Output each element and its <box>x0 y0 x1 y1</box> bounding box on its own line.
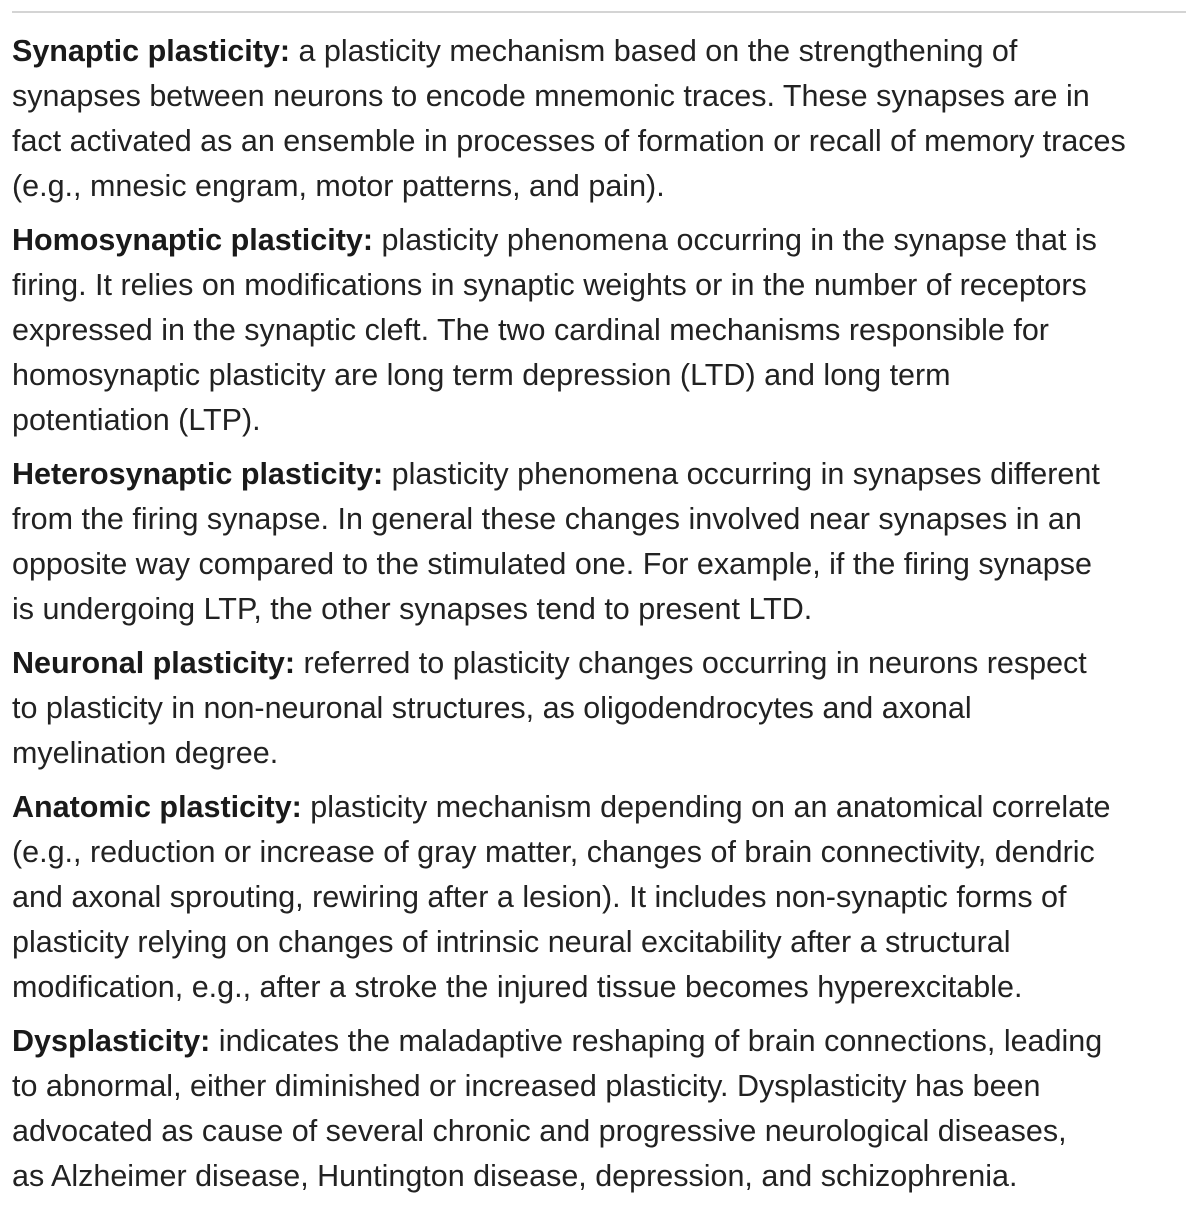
entry-line: firing. It relies on modifications in synaptic weights or in the number of receptors <box>12 268 1087 302</box>
entry-line: and axonal sprouting, rewiring after a lesion). It includes non-synaptic forms of <box>12 880 1067 914</box>
entry-line <box>12 218 1194 263</box>
entry-line: myelination degree. <box>12 736 279 770</box>
entry-line: to plasticity in non-neuronal structures, as oligodendrocytes and axonal <box>12 691 972 725</box>
glossary-entry-neuronal-plasticity <box>12 641 1194 776</box>
entry-text: plasticity phenomena occurring in synapses different <box>383 457 1100 491</box>
entry-term: Homosynaptic plasticity: <box>12 223 373 257</box>
entry-line <box>12 785 1194 830</box>
entry-line: as Alzheimer disease, Huntington disease, depression, and schizophrenia. <box>12 1159 1018 1193</box>
entry-line: modification, e.g., after a stroke the injured tissue becomes hyperexcitable. <box>12 970 1023 1004</box>
entry-term: Neuronal plasticity: <box>12 646 296 680</box>
top-divider <box>12 11 1186 13</box>
entry-line <box>12 452 1194 497</box>
entry-line: to abnormal, either diminished or increased plasticity. Dysplasticity has been <box>12 1069 1041 1103</box>
entry-line: potentiation (LTP). <box>12 403 261 437</box>
entry-line: (e.g., mnesic engram, motor patterns, and pain). <box>12 169 665 203</box>
entry-text: plasticity phenomena occurring in the synapse that is <box>373 223 1097 257</box>
entry-term: Synaptic plasticity: <box>12 34 290 68</box>
glossary-entry-homosynaptic-plasticity <box>12 218 1194 443</box>
glossary-entry-synaptic-plasticity <box>12 29 1194 209</box>
entry-line: homosynaptic plasticity are long term depression (LTD) and long term <box>12 358 951 392</box>
entry-term: Heterosynaptic plasticity: <box>12 457 384 491</box>
entry-line: expressed in the synaptic cleft. The two cardinal mechanisms responsible for <box>12 313 1049 347</box>
glossary-entry-anatomic-plasticity <box>12 785 1194 1010</box>
entry-line: from the firing synapse. In general these changes involved near synapses in an <box>12 502 1082 536</box>
entry-line: plasticity relying on changes of intrinsic neural excitability after a structural <box>12 925 1011 959</box>
entry-line <box>12 29 1194 74</box>
entry-line: (e.g., reduction or increase of gray matter, changes of brain connectivity, dendric <box>12 835 1095 869</box>
entry-text: referred to plasticity changes occurring in neurons respect <box>295 646 1087 680</box>
glossary <box>12 29 1194 1208</box>
entry-text: a plasticity mechanism based on the strengthening of <box>289 34 1018 68</box>
entry-term: Anatomic plasticity: <box>12 790 302 824</box>
entry-line: is undergoing LTP, the other synapses tend to present LTD. <box>12 592 813 626</box>
glossary-entry-dysplasticity <box>12 1019 1194 1199</box>
entry-line <box>12 1019 1194 1064</box>
entry-term: Dysplasticity: <box>12 1024 211 1058</box>
entry-line: advocated as cause of several chronic and progressive neurological diseases, <box>12 1114 1067 1148</box>
entry-line: opposite way compared to the stimulated one. For example, if the firing synapse <box>12 547 1092 581</box>
entry-text: plasticity mechanism depending on an anatomical correlate <box>301 790 1111 824</box>
glossary-entry-heterosynaptic-plasticity <box>12 452 1194 632</box>
entry-line <box>12 641 1194 686</box>
entry-text: indicates the maladaptive reshaping of brain connections, leading <box>210 1024 1103 1058</box>
entry-line: fact activated as an ensemble in processes of formation or recall of memory traces <box>12 124 1126 158</box>
entry-line: synapses between neurons to encode mnemonic traces. These synapses are in <box>12 79 1090 113</box>
